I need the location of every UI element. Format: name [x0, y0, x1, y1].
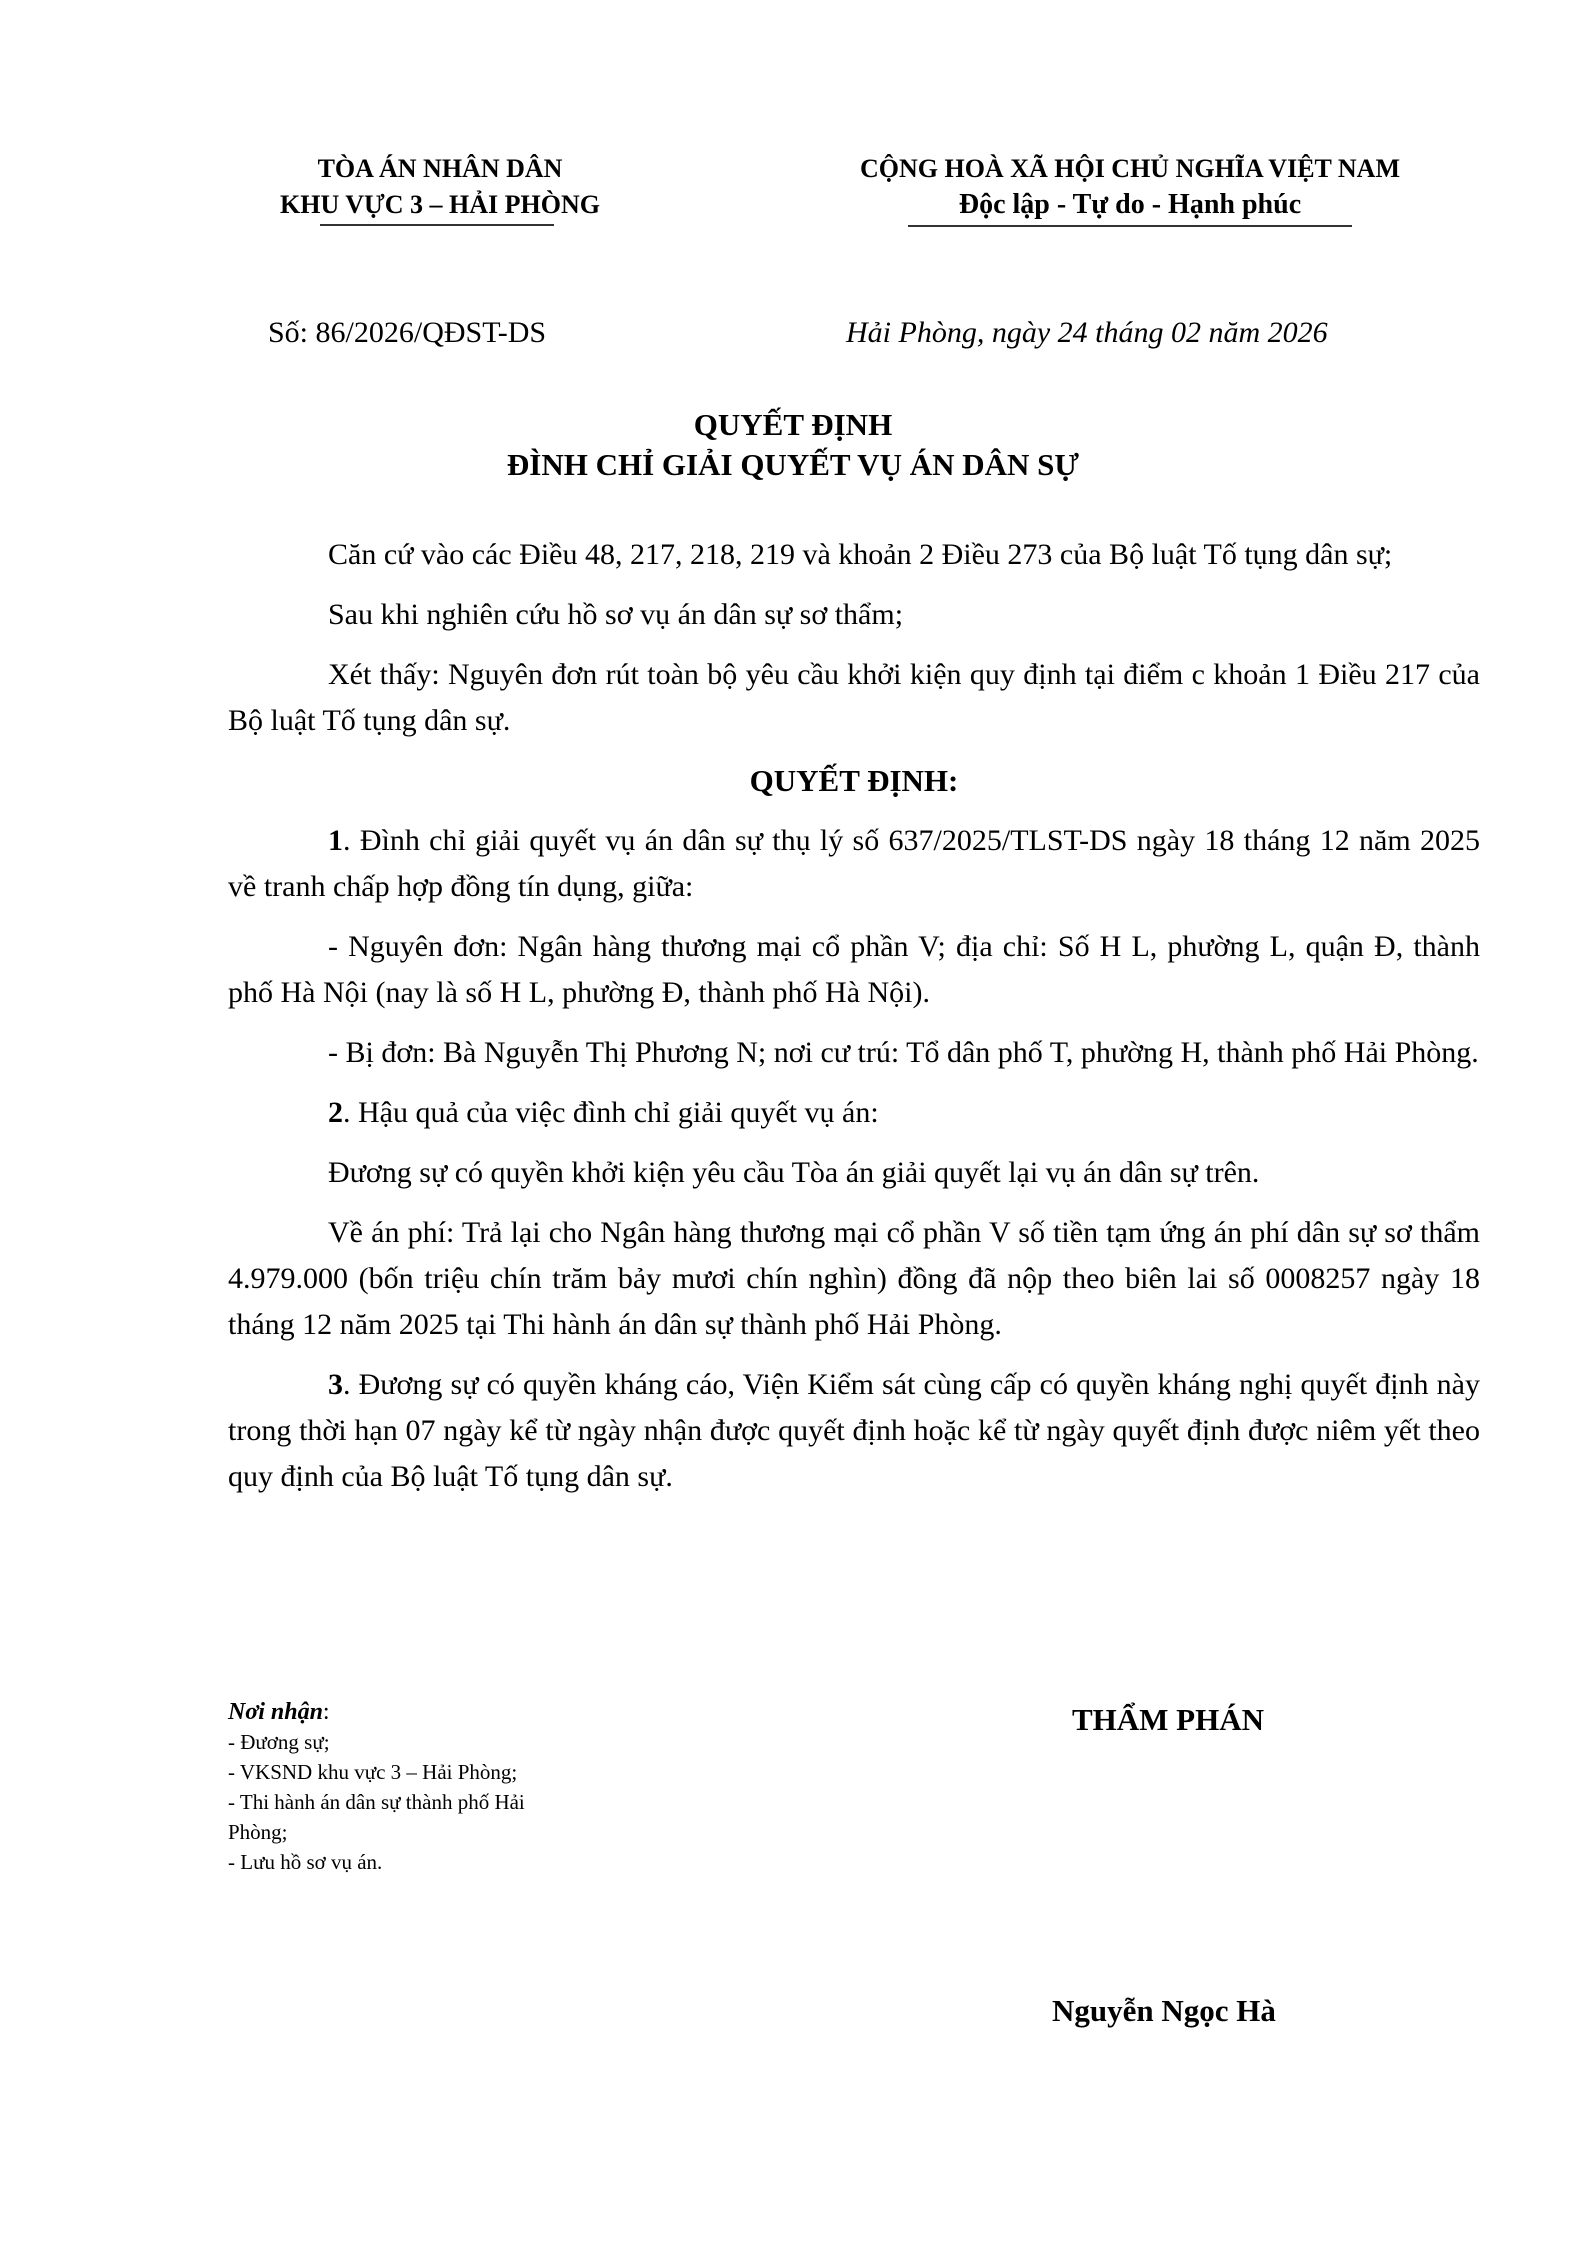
title-line1: QUYẾT ĐỊNH [693, 407, 893, 442]
motto: Độc lập - Tự do - Hạnh phúc [958, 189, 1302, 220]
recipient-item: - Lưu hồ sơ vụ án. [228, 1850, 383, 1874]
recipients-label: Nơi nhận: [228, 1699, 330, 1725]
preamble-legal-basis: Căn cứ vào các Điều 48, 217, 218, 219 và khoản 2 Điều 273 của Bộ luật Tố tụng dân sự; [328, 538, 1393, 571]
place-date: Hải Phòng, ngày 24 tháng 02 năm 2026 [846, 316, 1328, 349]
item-2-number: 2 [328, 1096, 343, 1129]
item-3-text: . Đương sự có quyền kháng cáo, Viện Kiểm sát cùng cấp có quyền kháng nghị quyết định này trong thời hạn 07 ngày kể từ ngày nhận được quyết định hoặc kể từ ngày quyết định được niêm yết theo quy định của Bộ luật Tố tụng dân sự. [228, 1368, 1480, 1493]
plaintiff: - Nguyên đơn: Ngân hàng thương mại cổ phần V; địa chỉ: Số H L, phường L, quận Đ, thành phố Hà Nội (nay là số H L, phường Đ, thành phố Hà Nội). [228, 930, 1480, 1009]
court-name [240, 151, 640, 223]
document-title [0, 405, 1586, 485]
item-2-text: . Hậu quả của việc đình chỉ giải quyết vụ án: [343, 1096, 879, 1129]
consequence: Đương sự có quyền khởi kiện yêu cầu Tòa án giải quyết lại vụ án dân sự trên. [328, 1156, 1260, 1189]
decision-item-2 [228, 1090, 1480, 1136]
item-1-number: 1 [328, 824, 343, 857]
recipient-item: Phòng; [228, 1820, 288, 1844]
recipient-item: - VKSND khu vực 3 – Hải Phòng; [228, 1760, 518, 1784]
decision-item-1 [228, 818, 1480, 910]
nation-name: CỘNG HOÀ XÃ HỘI CHỦ NGHĨA VIỆT NAM [859, 154, 1401, 183]
preamble-finding: Xét thấy: Nguyên đơn rút toàn bộ yêu cầu khởi kiện quy định tại điểm c khoản 1 Điều 217 của Bộ luật Tố tụng dân sự. [228, 658, 1480, 737]
item-3-number: 3 [328, 1368, 343, 1401]
court-name-line1: TÒA ÁN NHÂN DÂN [317, 154, 563, 183]
court-name-line2: KHU VỰC 3 – HẢI PHÒNG [280, 190, 600, 219]
recipients [228, 1697, 525, 1877]
court-name-underline [320, 224, 554, 226]
signer-name: Nguyễn Ngọc Hà [1052, 1993, 1276, 2028]
national-motto [780, 151, 1480, 223]
preamble-review: Sau khi nghiên cứu hồ sơ vụ án dân sự sơ thẩm; [328, 598, 904, 631]
defendant: - Bị đơn: Bà Nguyễn Thị Phương N; nơi cư trú: Tổ dân phố T, phường H, thành phố Hải Phòng. [328, 1036, 1479, 1069]
document-number: Số: 86/2026/QĐST-DS [268, 316, 547, 349]
signer-role: THẨM PHÁN [1072, 1702, 1265, 1737]
recipient-item: - Thi hành án dân sự thành phố Hải [228, 1790, 525, 1814]
title-line2: ĐÌNH CHỈ GIẢI QUYẾT VỤ ÁN DÂN SỰ [506, 447, 1080, 482]
decision-heading: QUYẾT ĐỊNH: [749, 763, 959, 798]
motto-underline [908, 225, 1352, 227]
decision-item-3 [228, 1362, 1480, 1500]
item-1-text: . Đình chỉ giải quyết vụ án dân sự thụ lý số 637/2025/TLST-DS ngày 18 tháng 12 năm 2025 về tranh chấp hợp đồng tín dụng, giữa: [228, 824, 1480, 903]
document-body [228, 532, 1480, 1514]
court-fee: Về án phí: Trả lại cho Ngân hàng thương mại cổ phần V số tiền tạm ứng án phí dân sự sơ thẩm 4.979.000 (bốn triệu chín trăm bảy mươi chín nghìn) đồng đã nộp theo biên lai số 0008257 ngày 18 tháng 12 năm 2025 tại Thi hành án dân sự thành phố Hải Phòng. [228, 1216, 1480, 1341]
recipient-item: - Đương sự; [228, 1730, 330, 1754]
